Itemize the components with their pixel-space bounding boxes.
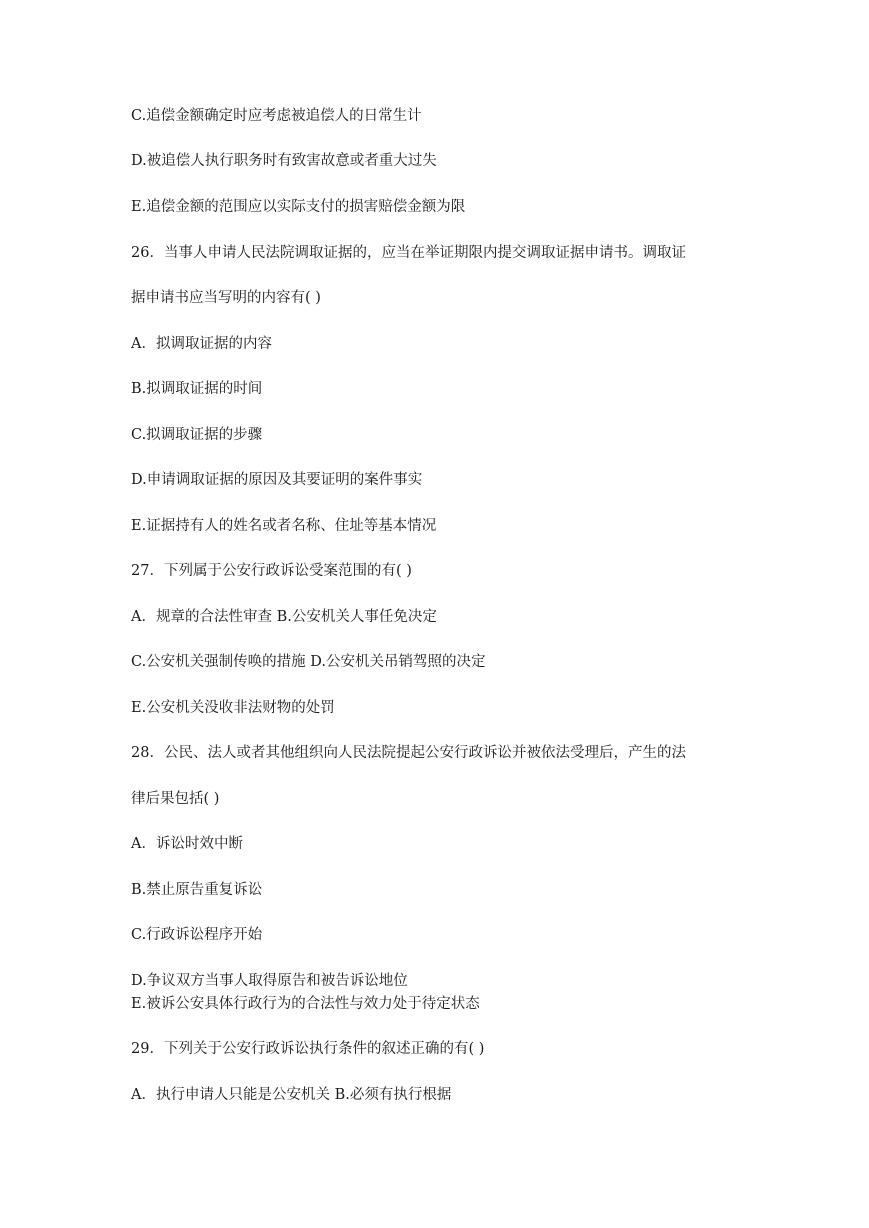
option-28c: C.行政诉讼程序开始 — [131, 927, 263, 943]
options-27ab: A．规章的合法性审查 B.公安机关人事任免决定 — [131, 609, 437, 625]
options-27cd: C.公安机关强制传唤的措施 D.公安机关吊销驾照的决定 — [131, 654, 486, 670]
option-28b: B.禁止原告重复诉讼 — [131, 882, 263, 898]
question-28-line2: 律后果包括( ) — [131, 791, 220, 807]
question-26-line1: 26．当事人申请人民法院调取证据的，应当在举证期限内提交调取证据申请书。调取证 — [131, 245, 686, 261]
option-25d: D.被追偿人执行职务时有致害故意或者重大过失 — [131, 153, 437, 169]
option-27e: E.公安机关没收非法财物的处罚 — [131, 700, 335, 716]
option-28d: D.争议双方当事人取得原告和被告诉讼地位 — [131, 973, 408, 989]
option-28a: A．诉讼时效中断 — [131, 836, 243, 852]
option-25e: E.追偿金额的范围应以实际支付的损害赔偿金额为限 — [131, 199, 466, 215]
question-26-line2: 据申请书应当写明的内容有( ) — [131, 290, 321, 306]
question-27: 27．下列属于公安行政诉讼受案范围的有( ) — [131, 563, 412, 579]
options-29ab: A．执行申请人只能是公安机关 B.必须有执行根据 — [131, 1087, 452, 1103]
option-26a: A．拟调取证据的内容 — [131, 336, 272, 352]
option-26d: D.申请调取证据的原因及其要证明的案件事实 — [131, 472, 423, 488]
option-26e: E.证据持有人的姓名或者名称、住址等基本情况 — [131, 518, 437, 534]
option-26b: B.拟调取证据的时间 — [131, 381, 263, 397]
option-25c: C.追偿金额确定时应考虑被追偿人的日常生计 — [131, 108, 422, 124]
option-28e: E.被诉公安具体行政行为的合法性与效力处于待定状态 — [131, 996, 480, 1012]
question-28-line1: 28．公民、法人或者其他组织向人民法院提起公安行政诉讼并被依法受理后，产生的法 — [131, 745, 686, 761]
question-29: 29．下列关于公安行政诉讼执行条件的叙述正确的有( ) — [131, 1041, 485, 1057]
option-26c: C.拟调取证据的步骤 — [131, 427, 263, 443]
